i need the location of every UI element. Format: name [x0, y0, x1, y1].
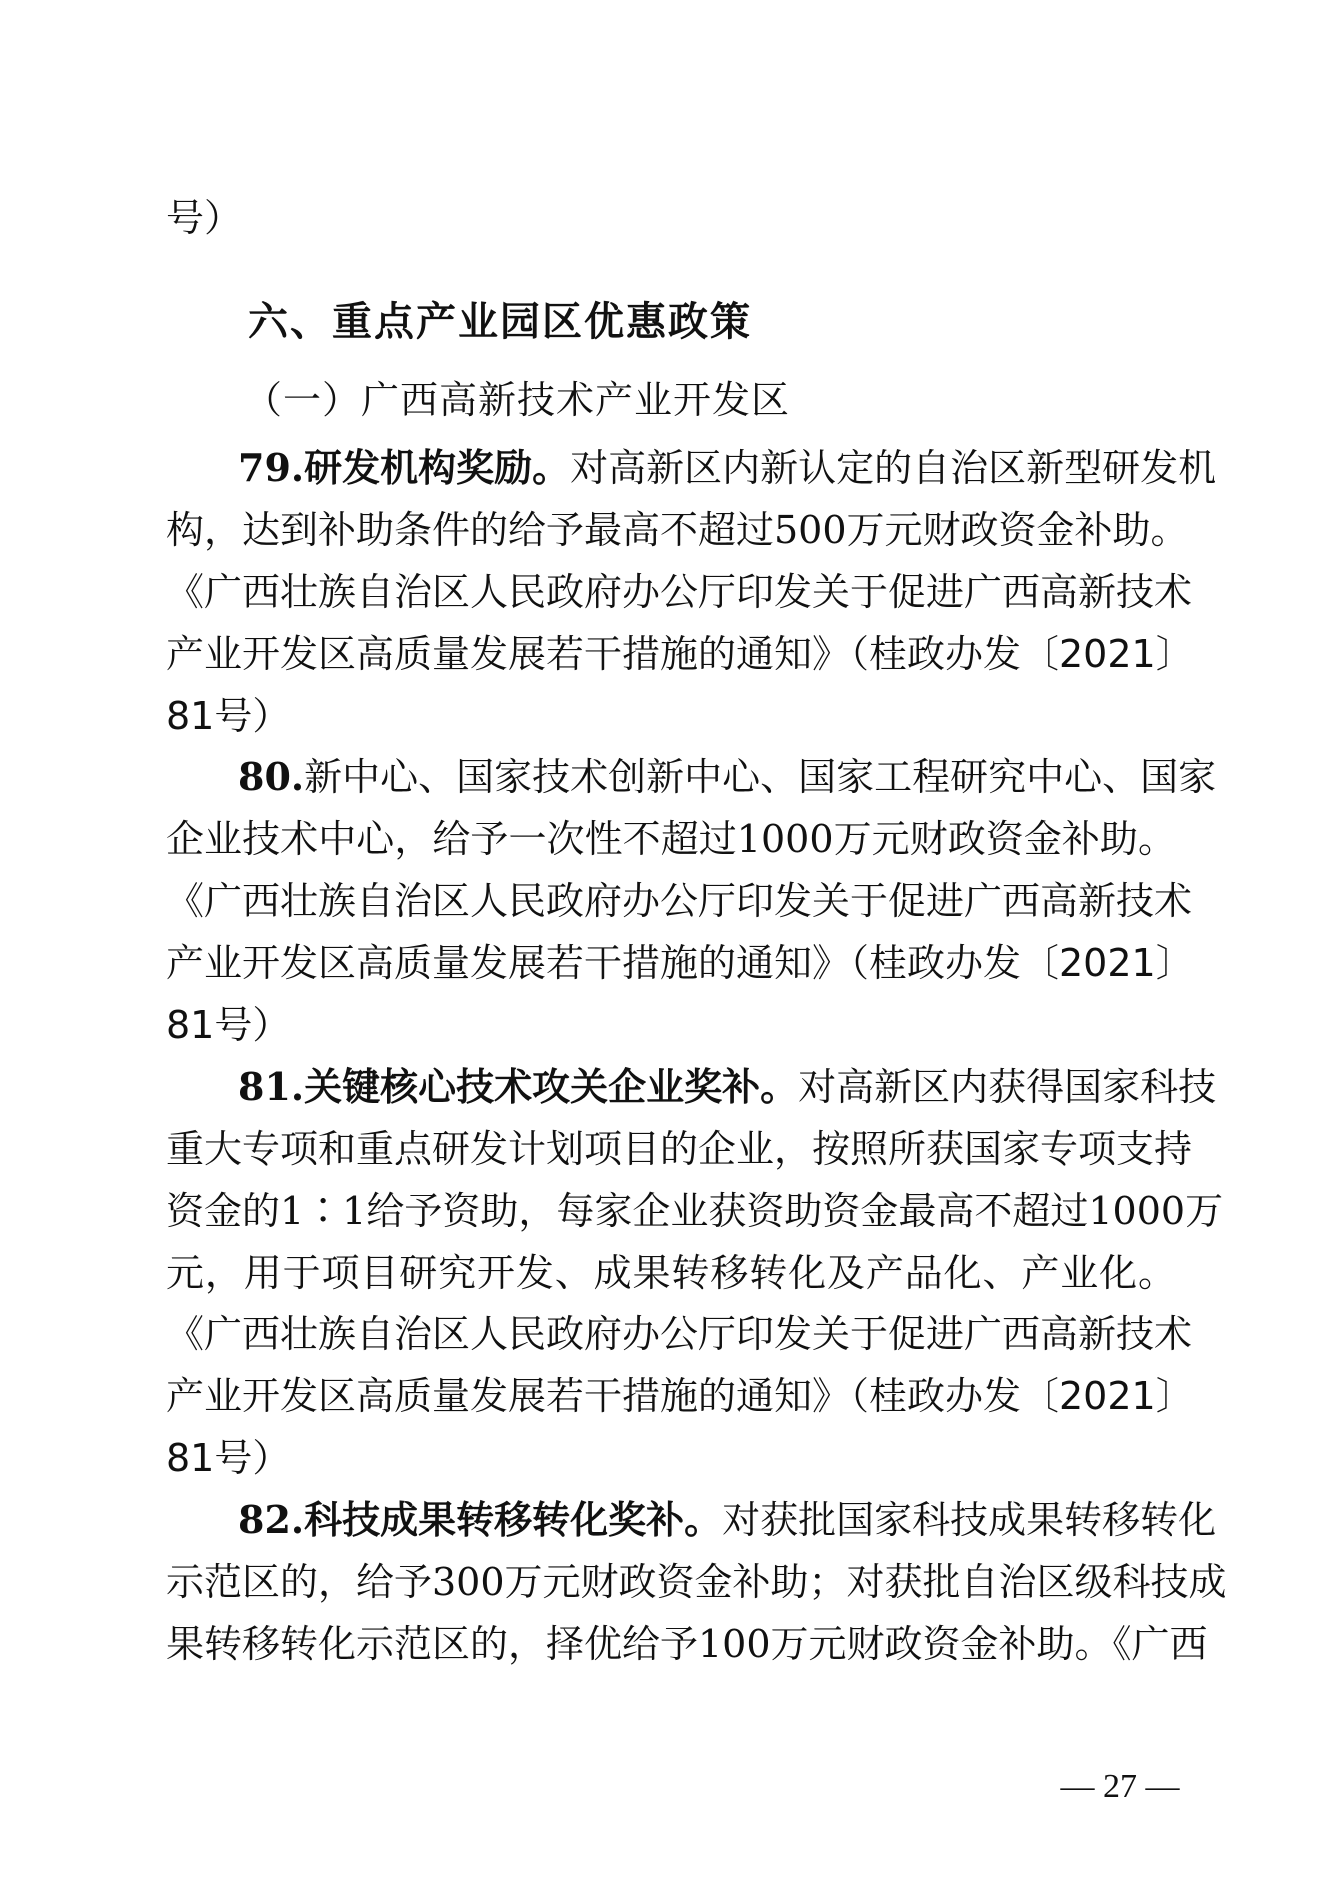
item-text: 对高新区内新认定的自治区新型研发机 — [570, 446, 1217, 490]
item-79-line-1 — [238, 437, 1217, 499]
item-79-source-line-2: 产业开发区高质量发展若干措施的通知》（桂政办发〔2021〕 — [166, 632, 1194, 676]
item-80-source-line-2: 产业开发区高质量发展若干措施的通知》（桂政办发〔2021〕 — [166, 941, 1194, 985]
item-79-source-line-1: 《广西壮族自治区人民政府办公厅印发关于促进广西高新技术 — [166, 570, 1193, 614]
item-81-source-line-2: 产业开发区高质量发展若干措施的通知》（桂政办发〔2021〕 — [166, 1374, 1194, 1418]
item-82-line-2: 示范区的，给予300万元财政资金补助；对获批自治区级科技成 — [166, 1560, 1227, 1604]
item-81-line-2: 重大专项和重点研发计划项目的企业，按照所获国家专项支持 — [166, 1127, 1193, 1171]
item-number: 80. — [238, 754, 305, 799]
item-text: 对获批国家科技成果转移转化 — [722, 1498, 1217, 1542]
item-title: 研发机构奖励。 — [304, 446, 571, 490]
item-82-line-3: 果转移转化示范区的，择优给予100万元财政资金补助。《广西 — [166, 1622, 1208, 1666]
item-number: 79. — [238, 445, 305, 490]
item-81-source-line-1: 《广西壮族自治区人民政府办公厅印发关于促进广西高新技术 — [166, 1312, 1193, 1356]
item-number: 82. — [238, 1497, 305, 1542]
item-80-line-1 — [238, 746, 1217, 808]
continuation-text: 号） — [166, 196, 243, 240]
item-82-line-1 — [238, 1489, 1217, 1551]
item-80-source-line-3: 81号） — [166, 1003, 291, 1047]
item-text: 对高新区内获得国家科技 — [798, 1065, 1217, 1109]
item-title: 关键核心技术攻关企业奖补。 — [304, 1065, 799, 1109]
item-81-line-1 — [238, 1056, 1217, 1118]
item-81-line-4: 元，用于项目研究开发、成果转移转化及产品化、产业化。 — [166, 1251, 1176, 1295]
item-81-source-line-3: 81号） — [166, 1436, 291, 1480]
subsection-heading: （一）广西高新技术产业开发区 — [244, 378, 791, 422]
item-81-line-3: 资金的1∶1给予资助，每家企业获资助资金最高不超过1000万 — [166, 1189, 1224, 1233]
item-text: 新中心、国家技术创新中心、国家工程研究中心、国家 — [304, 755, 1217, 799]
item-title: 科技成果转移转化奖补。 — [304, 1498, 723, 1542]
page-number: — 27 — — [1060, 1768, 1180, 1805]
item-79-line-2: 构，达到补助条件的给予最高不超过500万元财政资金补助。 — [166, 508, 1189, 552]
item-80-line-2: 企业技术中心，给予一次性不超过1000万元财政资金补助。 — [166, 817, 1176, 861]
item-79-source-line-3: 81号） — [166, 694, 291, 738]
section-heading: 六、重点产业园区优惠政策 — [248, 299, 752, 345]
item-number: 81. — [238, 1064, 305, 1109]
item-80-source-line-1: 《广西壮族自治区人民政府办公厅印发关于促进广西高新技术 — [166, 879, 1193, 923]
